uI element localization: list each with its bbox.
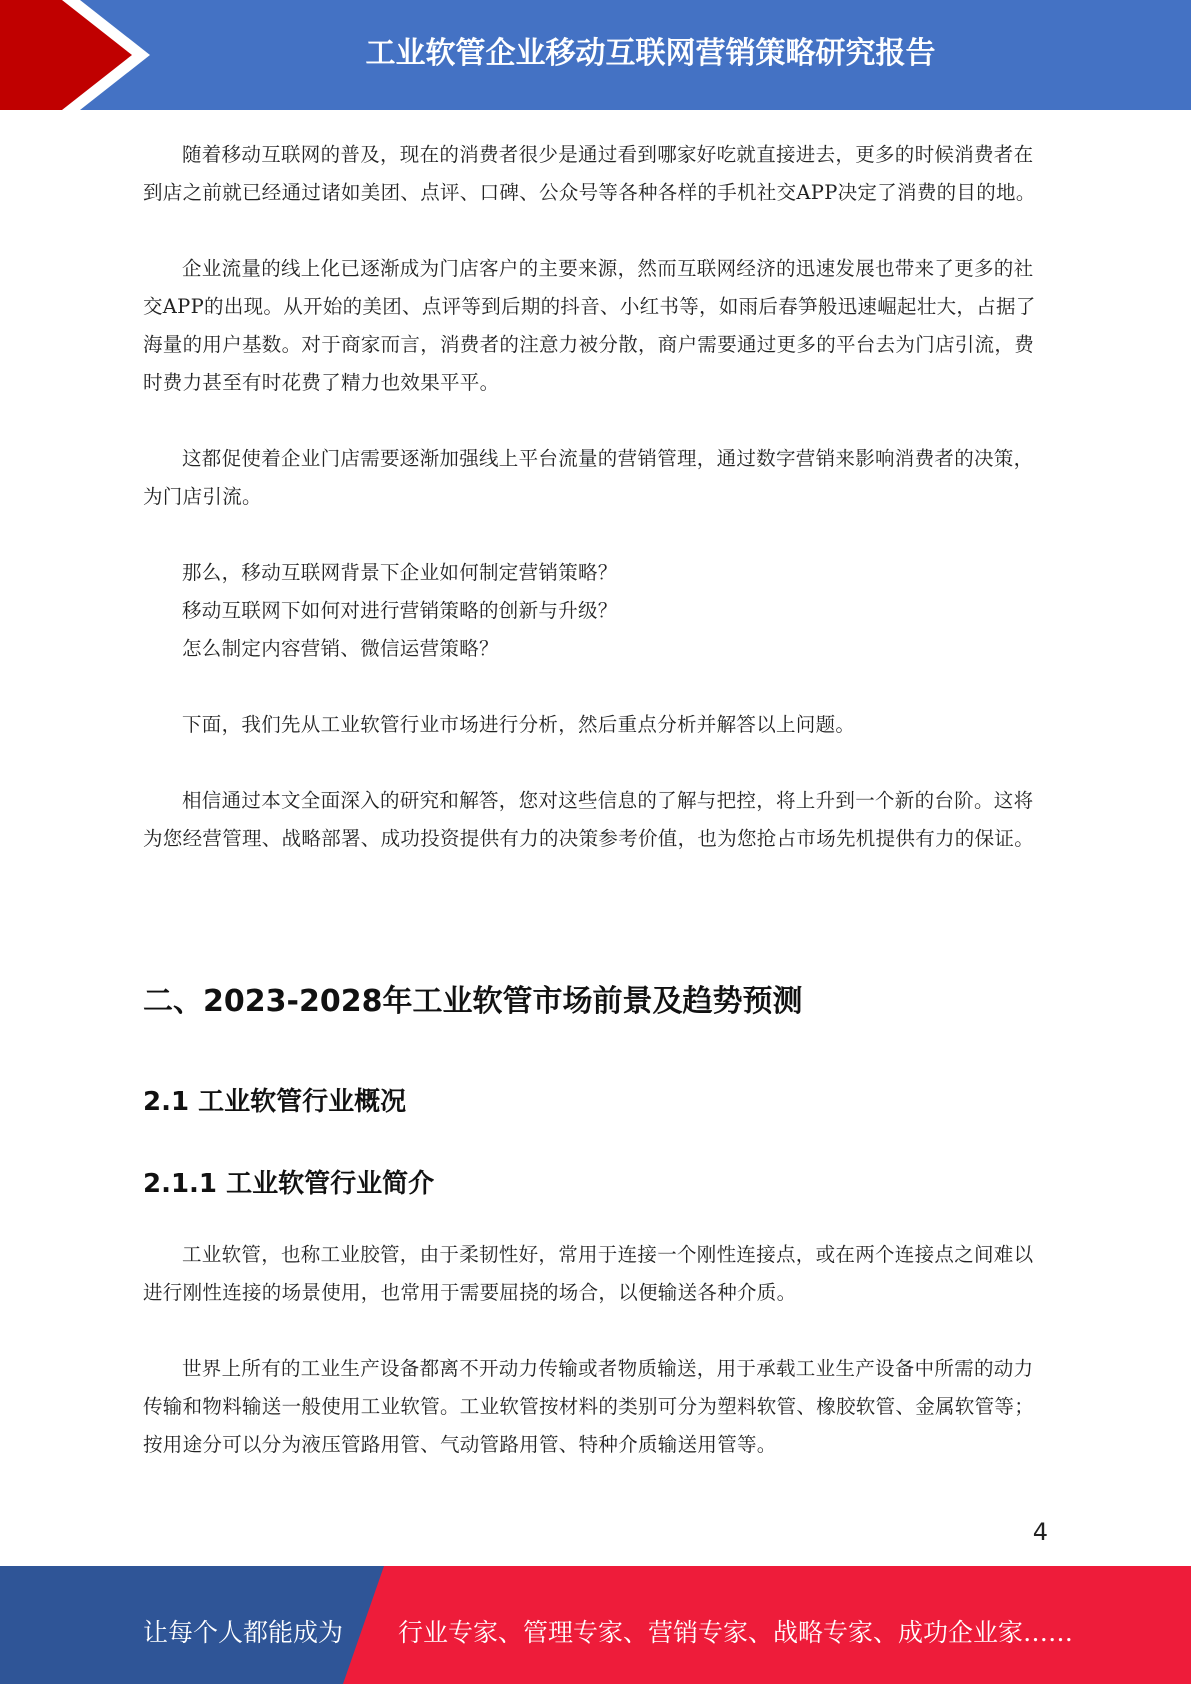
question-item: 那么，移动互联网背景下企业如何制定营销策略？ [182,561,618,584]
footer-banner [0,1566,1191,1684]
intro-section [143,136,1046,858]
question-item: 移动互联网下如何对进行营销策略的创新与升级？ [182,599,618,622]
intro-paragraph: 随着移动互联网的普及，现在的消费者很少是通过看到哪家好吃就直接进去，更多的时候消费者在到店之前就已经通过诸如美团、点评、口碑、公众号等各种各样的手机社交APP决定了消费的目的地。 [143,143,1036,204]
page-number: 4 [1032,1518,1048,1546]
question-list [143,554,1046,668]
report-title: 工业软管企业移动互联网营销策略研究报告 [365,36,936,71]
sub-subsection-heading: 2.1.1 工业软管行业简介 [143,1169,435,1199]
section-paragraph: 世界上所有的工业生产设备都离不开动力传输或者物质输送，用于承载工业生产设备中所需的动力传输和物料输送一般使用工业软管。工业软管按材料的类别可分为塑料软管、橡胶软管、金属软管等；按用途分可以分为液压管路用管、气动管路用管、特种介质输送用管等。 [143,1357,1035,1456]
footer-slogan-left: 让每个人都能成为 [143,1618,344,1647]
closing-paragraph: 相信通过本文全面深入的研究和解答，您对这些信息的了解与把控，将上升到一个新的台阶。这将为您经营管理、战略部署、成功投资提供有力的决策参考价值，也为您抢占市场先机提供有力的保证。 [143,789,1035,850]
footer-slogan-right: 行业专家、管理专家、营销专家、战略专家、成功企业家…… [398,1618,1074,1647]
intro-paragraph: 企业流量的线上化已逐渐成为门店客户的主要来源，然而互联网经济的迅速发展也带来了更多的社交APP的出现。从开始的美团、点评等到后期的抖音、小红书等，如雨后春笋般迅速崛起壮大，占据了海量的用户基数。对于商家而言，消费者的注意力被分散，商户需要通过更多的平台去为门店引流，费时费力甚至有时花费了精力也效果平平。 [143,257,1036,394]
closing-paragraph: 下面，我们先从工业软管行业市场进行分析，然后重点分析并解答以上问题。 [182,713,856,736]
subsection-heading: 2.1 工业软管行业概况 [143,1087,407,1117]
section-heading: 二、2023-2028年工业软管市场前景及趋势预测 [143,984,803,1019]
intro-paragraph: 这都促使着企业门店需要逐渐加强线上平台流量的营销管理，通过数字营销来影响消费者的决策，为门店引流。 [143,447,1034,508]
section-paragraph: 工业软管，也称工业胶管，由于柔韧性好，常用于连接一个刚性连接点，或在两个连接点之间难以进行刚性连接的场景使用，也常用于需要屈挠的场合，以便输送各种介质。 [143,1243,1034,1304]
section-body [143,1236,1046,1464]
question-item: 怎么制定内容营销、微信运营策略？ [182,637,499,660]
header-banner [0,0,1191,110]
